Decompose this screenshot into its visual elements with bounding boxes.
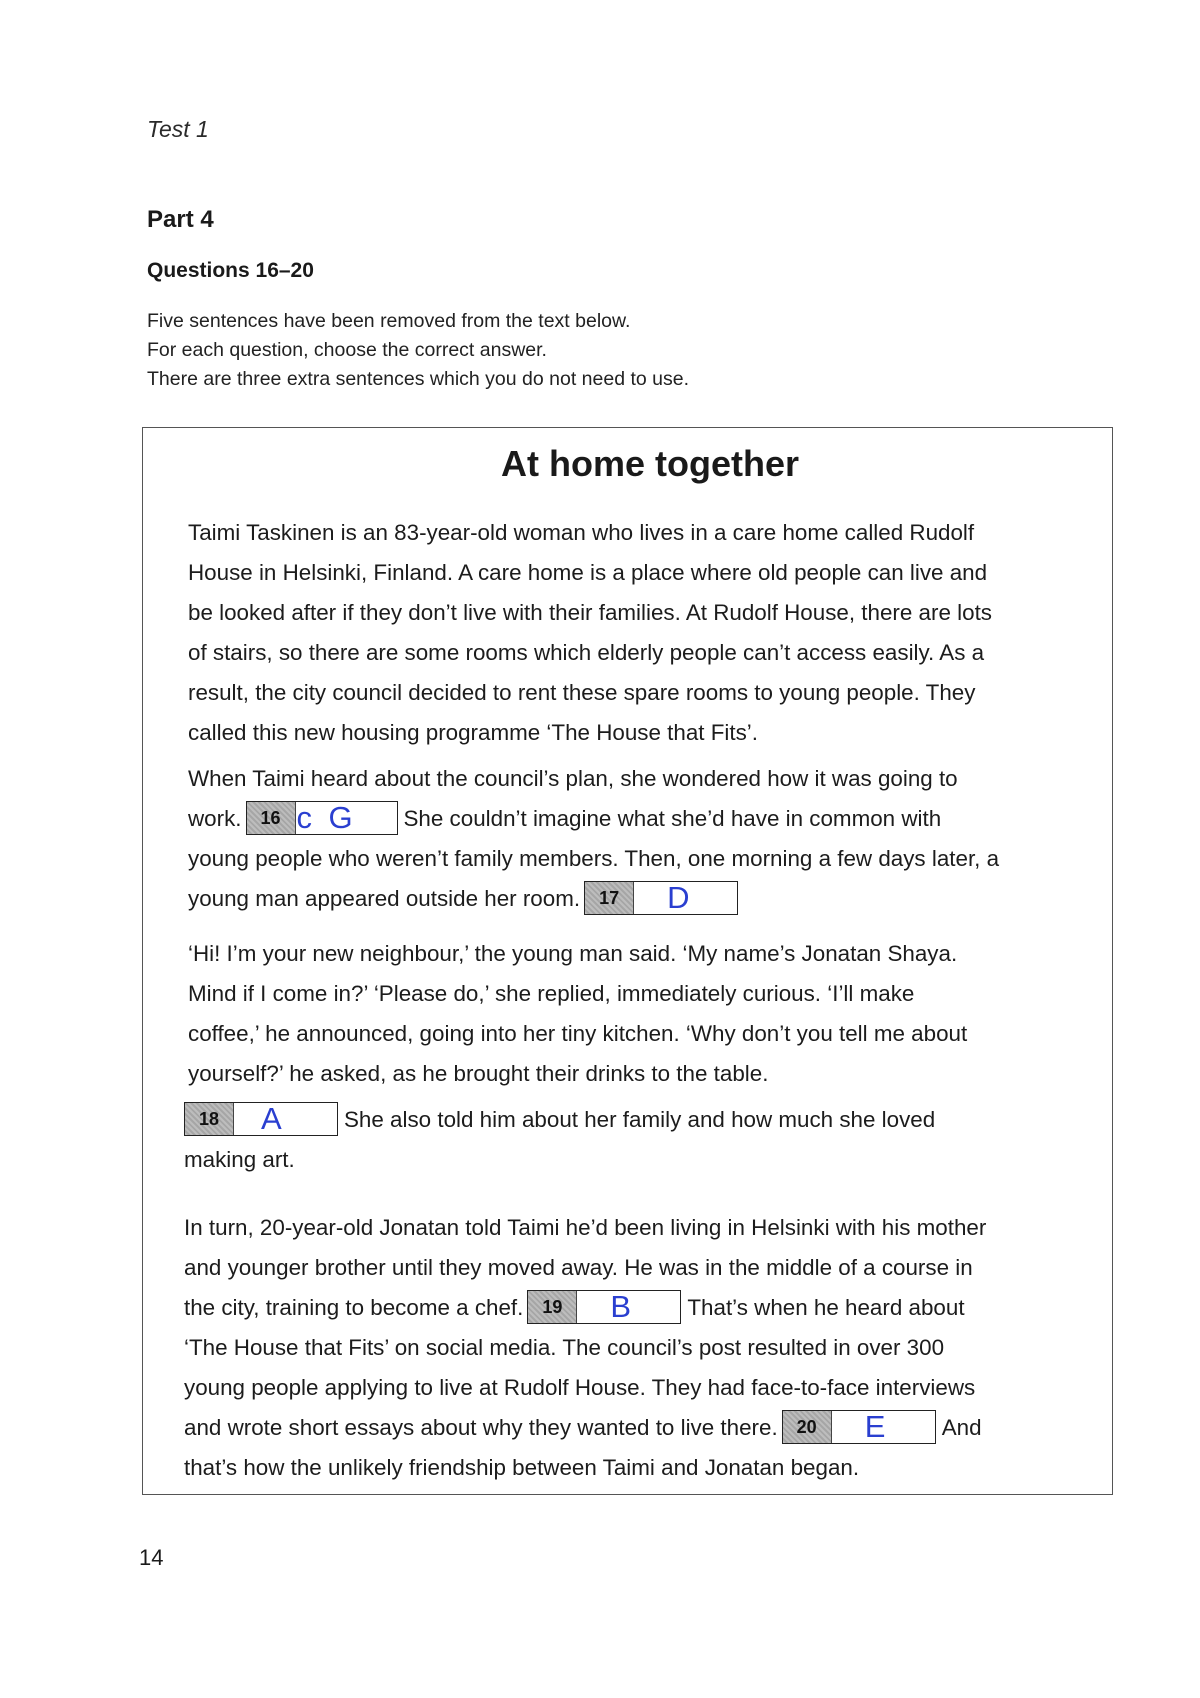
test-label: Test 1 xyxy=(147,116,209,142)
article-paragraph-5 xyxy=(184,1208,1089,1488)
article-paragraph-1 xyxy=(188,513,1093,753)
text-line: called this new housing programme ‘The House that Fits’. xyxy=(188,720,758,745)
text-line: ‘Hi! I’m your new neighbour,’ the young man said. ‘My name’s Jonatan Shaya. xyxy=(188,941,958,966)
gap-number: 17 xyxy=(585,882,634,914)
text-line xyxy=(184,1100,1089,1140)
text-line: be looked after if they don’t live with their families. At Rudolf House, there are lots xyxy=(188,600,992,625)
text-segment: That’s when he heard about xyxy=(687,1295,965,1320)
text-line: House in Helsinki, Finland. A care home is a place where old people can live and xyxy=(188,560,988,585)
text-segment: And xyxy=(941,1415,982,1440)
instruction-line: Five sentences have been removed from the text below. xyxy=(147,310,631,332)
text-line: Mind if I come in?’ ‘Please do,’ she replied, immediately curious. ‘I’ll make xyxy=(188,981,915,1006)
text-line: When Taimi heard about the council’s plan, she wondered how it was going to xyxy=(188,766,958,791)
answer-gap-16[interactable] xyxy=(246,801,398,835)
instructions xyxy=(147,307,689,394)
text-line: young people who weren’t family members. Then, one morning a few days later, a xyxy=(188,846,1000,871)
handwritten-answer: D xyxy=(667,880,690,916)
article-paragraph-4 xyxy=(184,1100,1089,1180)
instruction-line: There are three extra sentences which you do not need to use. xyxy=(147,368,690,390)
text-segment: and wrote short essays about why they wanted to live there. xyxy=(184,1415,778,1440)
text-line: and younger brother until they moved away. He was in the middle of a course in xyxy=(184,1255,973,1280)
handwritten-scratch-mark: c xyxy=(296,800,312,836)
text-line xyxy=(188,879,1093,919)
text-line: that’s how the unlikely friendship between Taimi and Jonatan began. xyxy=(184,1455,860,1480)
handwritten-answer: E xyxy=(864,1409,886,1445)
text-line: yourself?’ he asked, as he brought their drinks to the table. xyxy=(188,1061,769,1086)
text-line: ‘The House that Fits’ on social media. The council’s post resulted in over 300 xyxy=(184,1335,945,1360)
article-paragraph-2 xyxy=(188,759,1093,919)
gap-number: 18 xyxy=(185,1103,234,1135)
answer-gap-19[interactable] xyxy=(527,1290,681,1324)
text-segment: She couldn’t imagine what she’d have in common with xyxy=(403,806,942,831)
gap-number: 19 xyxy=(528,1291,577,1323)
text-line xyxy=(184,1408,1089,1448)
article-paragraph-3 xyxy=(188,934,1093,1094)
handwritten-answer: B xyxy=(610,1289,632,1325)
instruction-line: For each question, choose the correct answer. xyxy=(147,339,547,361)
text-line xyxy=(184,1288,1089,1328)
text-line xyxy=(188,799,1093,839)
text-segment: the city, training to become a chef. xyxy=(184,1295,524,1320)
text-line: Taimi Taskinen is an 83-year-old woman who lives in a care home called Rudolf xyxy=(188,520,975,545)
part-title: Part 4 xyxy=(147,206,214,233)
text-line: In turn, 20-year-old Jonatan told Taimi he’d been living in Helsinki with his mother xyxy=(184,1215,987,1240)
text-line: coffee,’ he announced, going into her tiny kitchen. ‘Why don’t you tell me about xyxy=(188,1021,968,1046)
gap-number: 16 xyxy=(247,802,296,834)
answer-gap-18[interactable] xyxy=(184,1102,338,1136)
questions-range-title: Questions 16–20 xyxy=(147,259,314,282)
answer-gap-20[interactable] xyxy=(782,1410,936,1444)
handwritten-answer: A xyxy=(261,1101,282,1137)
handwritten-answer: G xyxy=(328,800,353,836)
text-segment: young man appeared outside her room. xyxy=(188,886,581,911)
article-title: At home together xyxy=(500,443,799,484)
page-number: 14 xyxy=(139,1545,164,1570)
text-line: making art. xyxy=(184,1147,295,1172)
text-segment: work. xyxy=(188,806,242,831)
gap-number: 20 xyxy=(783,1411,832,1443)
answer-gap-17[interactable] xyxy=(584,881,738,915)
text-segment: She also told him about her family and how much she loved xyxy=(344,1107,936,1132)
text-line: result, the city council decided to rent these spare rooms to young people. They xyxy=(188,680,976,705)
text-line: young people applying to live at Rudolf House. They had face-to-face interviews xyxy=(184,1375,976,1400)
text-line: of stairs, so there are some rooms which elderly people can’t access easily. As a xyxy=(188,640,985,665)
